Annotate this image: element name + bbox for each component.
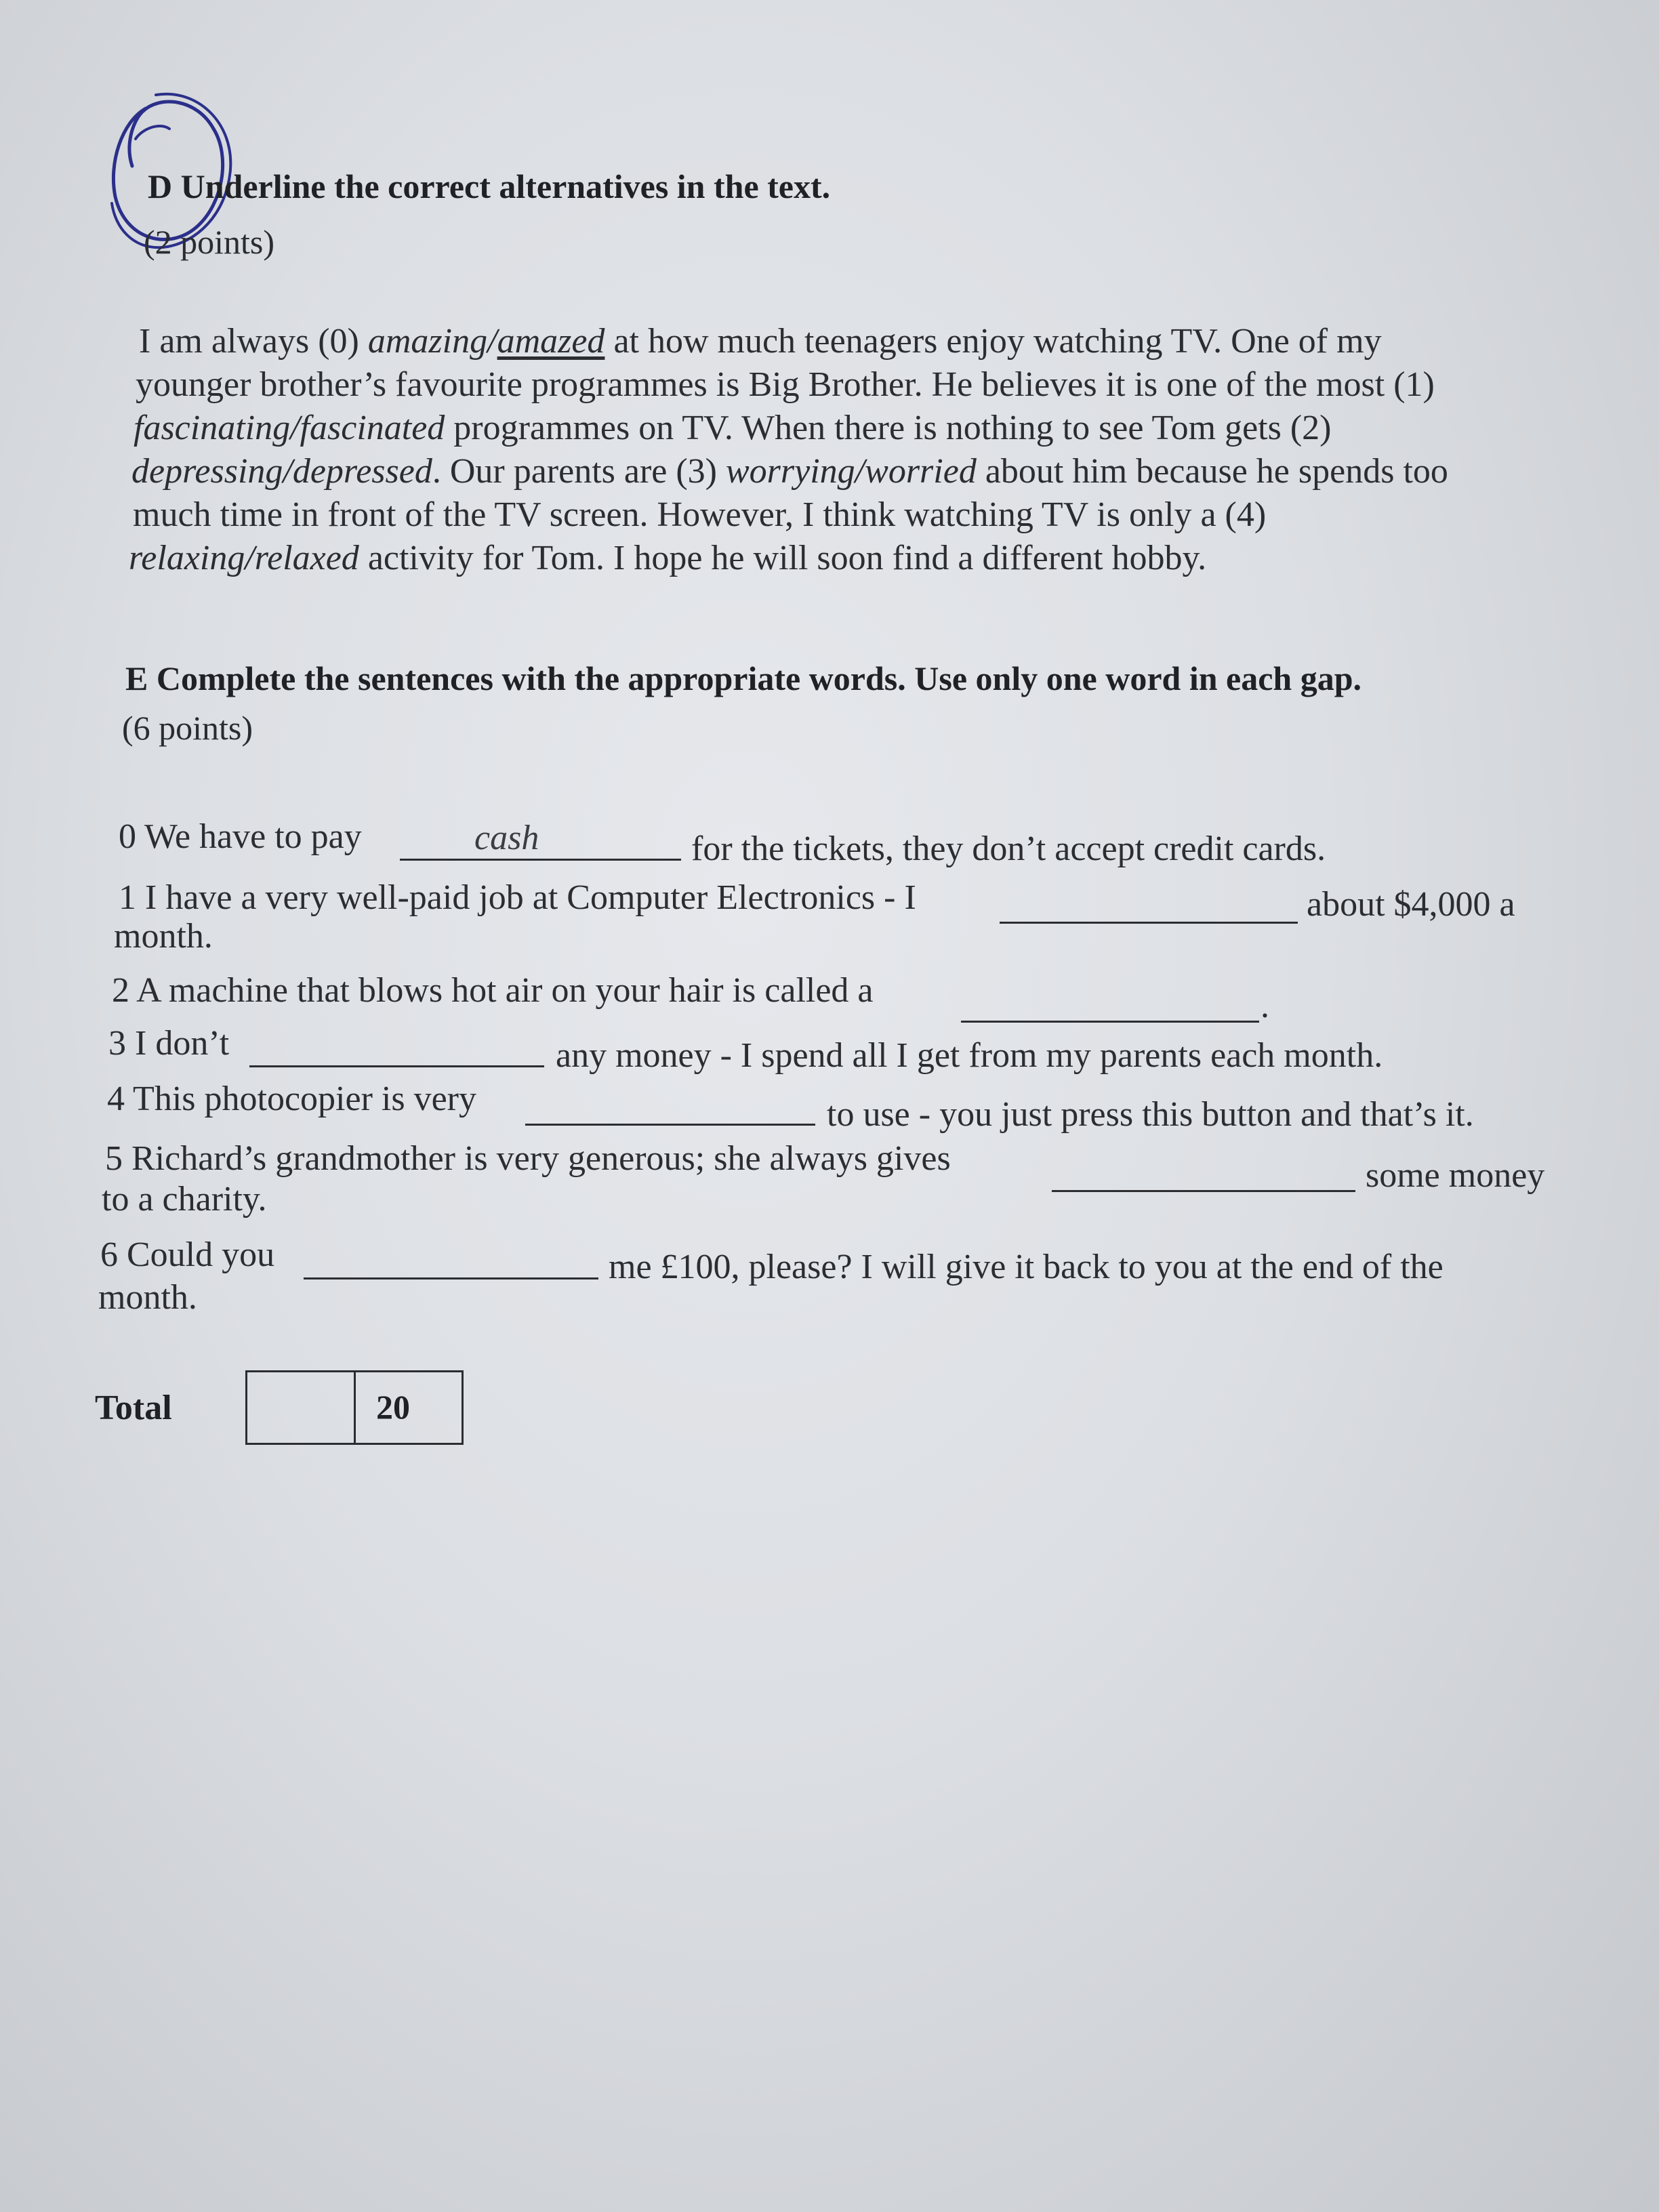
underlined-answer: amazed — [497, 322, 605, 361]
section-d-line-6 — [129, 541, 1206, 576]
sentence-3-after: any money - I spend all I get from my parents each month. — [556, 1036, 1383, 1075]
gap-4-line[interactable] — [525, 1124, 815, 1126]
section-d-points: (2 points) — [144, 223, 275, 261]
sentence-6-after: me £100, please? I will give it back to you at the end of the — [609, 1248, 1443, 1286]
section-d-line-5 — [133, 497, 1266, 533]
score-box — [245, 1370, 464, 1445]
gap-0-answer: cash — [474, 819, 539, 857]
gap-6-line[interactable] — [304, 1277, 598, 1279]
sentence-1-before: 1 I have a very well-paid job at Computer Electronics - I — [119, 878, 916, 917]
text-run: much time in front of the TV screen. However, I think watching TV is only a (4) — [133, 495, 1267, 534]
gap-5-line[interactable] — [1052, 1190, 1355, 1192]
option-text: fascinating/fascinated — [134, 409, 445, 447]
sentence-5-after: some money — [1366, 1156, 1545, 1195]
sentence-2-after: . — [1261, 987, 1269, 1025]
score-input[interactable] — [247, 1372, 356, 1443]
score-max: 20 — [376, 1388, 410, 1426]
section-d-line-4 — [131, 454, 1448, 489]
gap-0-line — [400, 859, 681, 861]
section-d-line-3 — [134, 411, 1332, 446]
text-run: . Our parents are (3) — [432, 452, 726, 491]
section-d-line-1 — [139, 324, 1382, 359]
text-run: at how much teenagers enjoy watching TV. One of my — [605, 322, 1382, 361]
option-text: depressing/depressed — [131, 452, 432, 491]
sentence-2-before: 2 A machine that blows hot air on your hair is called a — [112, 971, 874, 1010]
option-text: worrying/worried — [726, 452, 977, 491]
text-run: programmes on TV. When there is nothing to see Tom gets (2) — [445, 409, 1332, 447]
sentence-1-after: about $4,000 a — [1307, 885, 1515, 924]
section-e-points: (6 points) — [122, 709, 253, 747]
gap-2-line[interactable] — [961, 1021, 1259, 1023]
text-run: younger brother’s favourite programmes is Big Brother. He believes it is one of the most (1) — [136, 365, 1435, 404]
text-run: I am always (0) — [139, 322, 368, 361]
sentence-6-before: 6 Could you — [100, 1235, 275, 1274]
option-text: relaxing/relaxed — [129, 539, 359, 577]
total-label: Total — [95, 1389, 172, 1427]
text-run: activity for Tom. I hope he will soon find a different hobby. — [359, 539, 1207, 577]
sentence-1-continuation: month. — [114, 917, 213, 956]
gap-1-line[interactable] — [1000, 922, 1298, 924]
sentence-4-after: to use - you just press this button and that’s it. — [827, 1095, 1474, 1134]
text-run: about him because he spends too — [976, 452, 1448, 491]
section-d-title: D Underline the correct alternatives in the text. — [148, 167, 831, 205]
section-d-line-2 — [136, 367, 1435, 403]
sentence-4-before: 4 This photocopier is very — [107, 1080, 476, 1118]
sentence-0-before: 0 We have to pay — [119, 817, 362, 856]
sentence-5-continuation: to a charity. — [102, 1180, 267, 1218]
section-e-title: E Complete the sentences with the appropriate words. Use only one word in each gap. — [125, 659, 1362, 697]
option-text: amazing/ — [367, 322, 497, 361]
sentence-5-before: 5 Richard’s grandmother is very generous; she always gives — [105, 1139, 951, 1178]
sentence-6-continuation: month. — [98, 1278, 197, 1317]
sentence-0-after: for the tickets, they don’t accept credit cards. — [691, 830, 1326, 868]
gap-3-line[interactable] — [249, 1065, 544, 1067]
sentence-3-before: 3 I don’t — [108, 1024, 230, 1063]
